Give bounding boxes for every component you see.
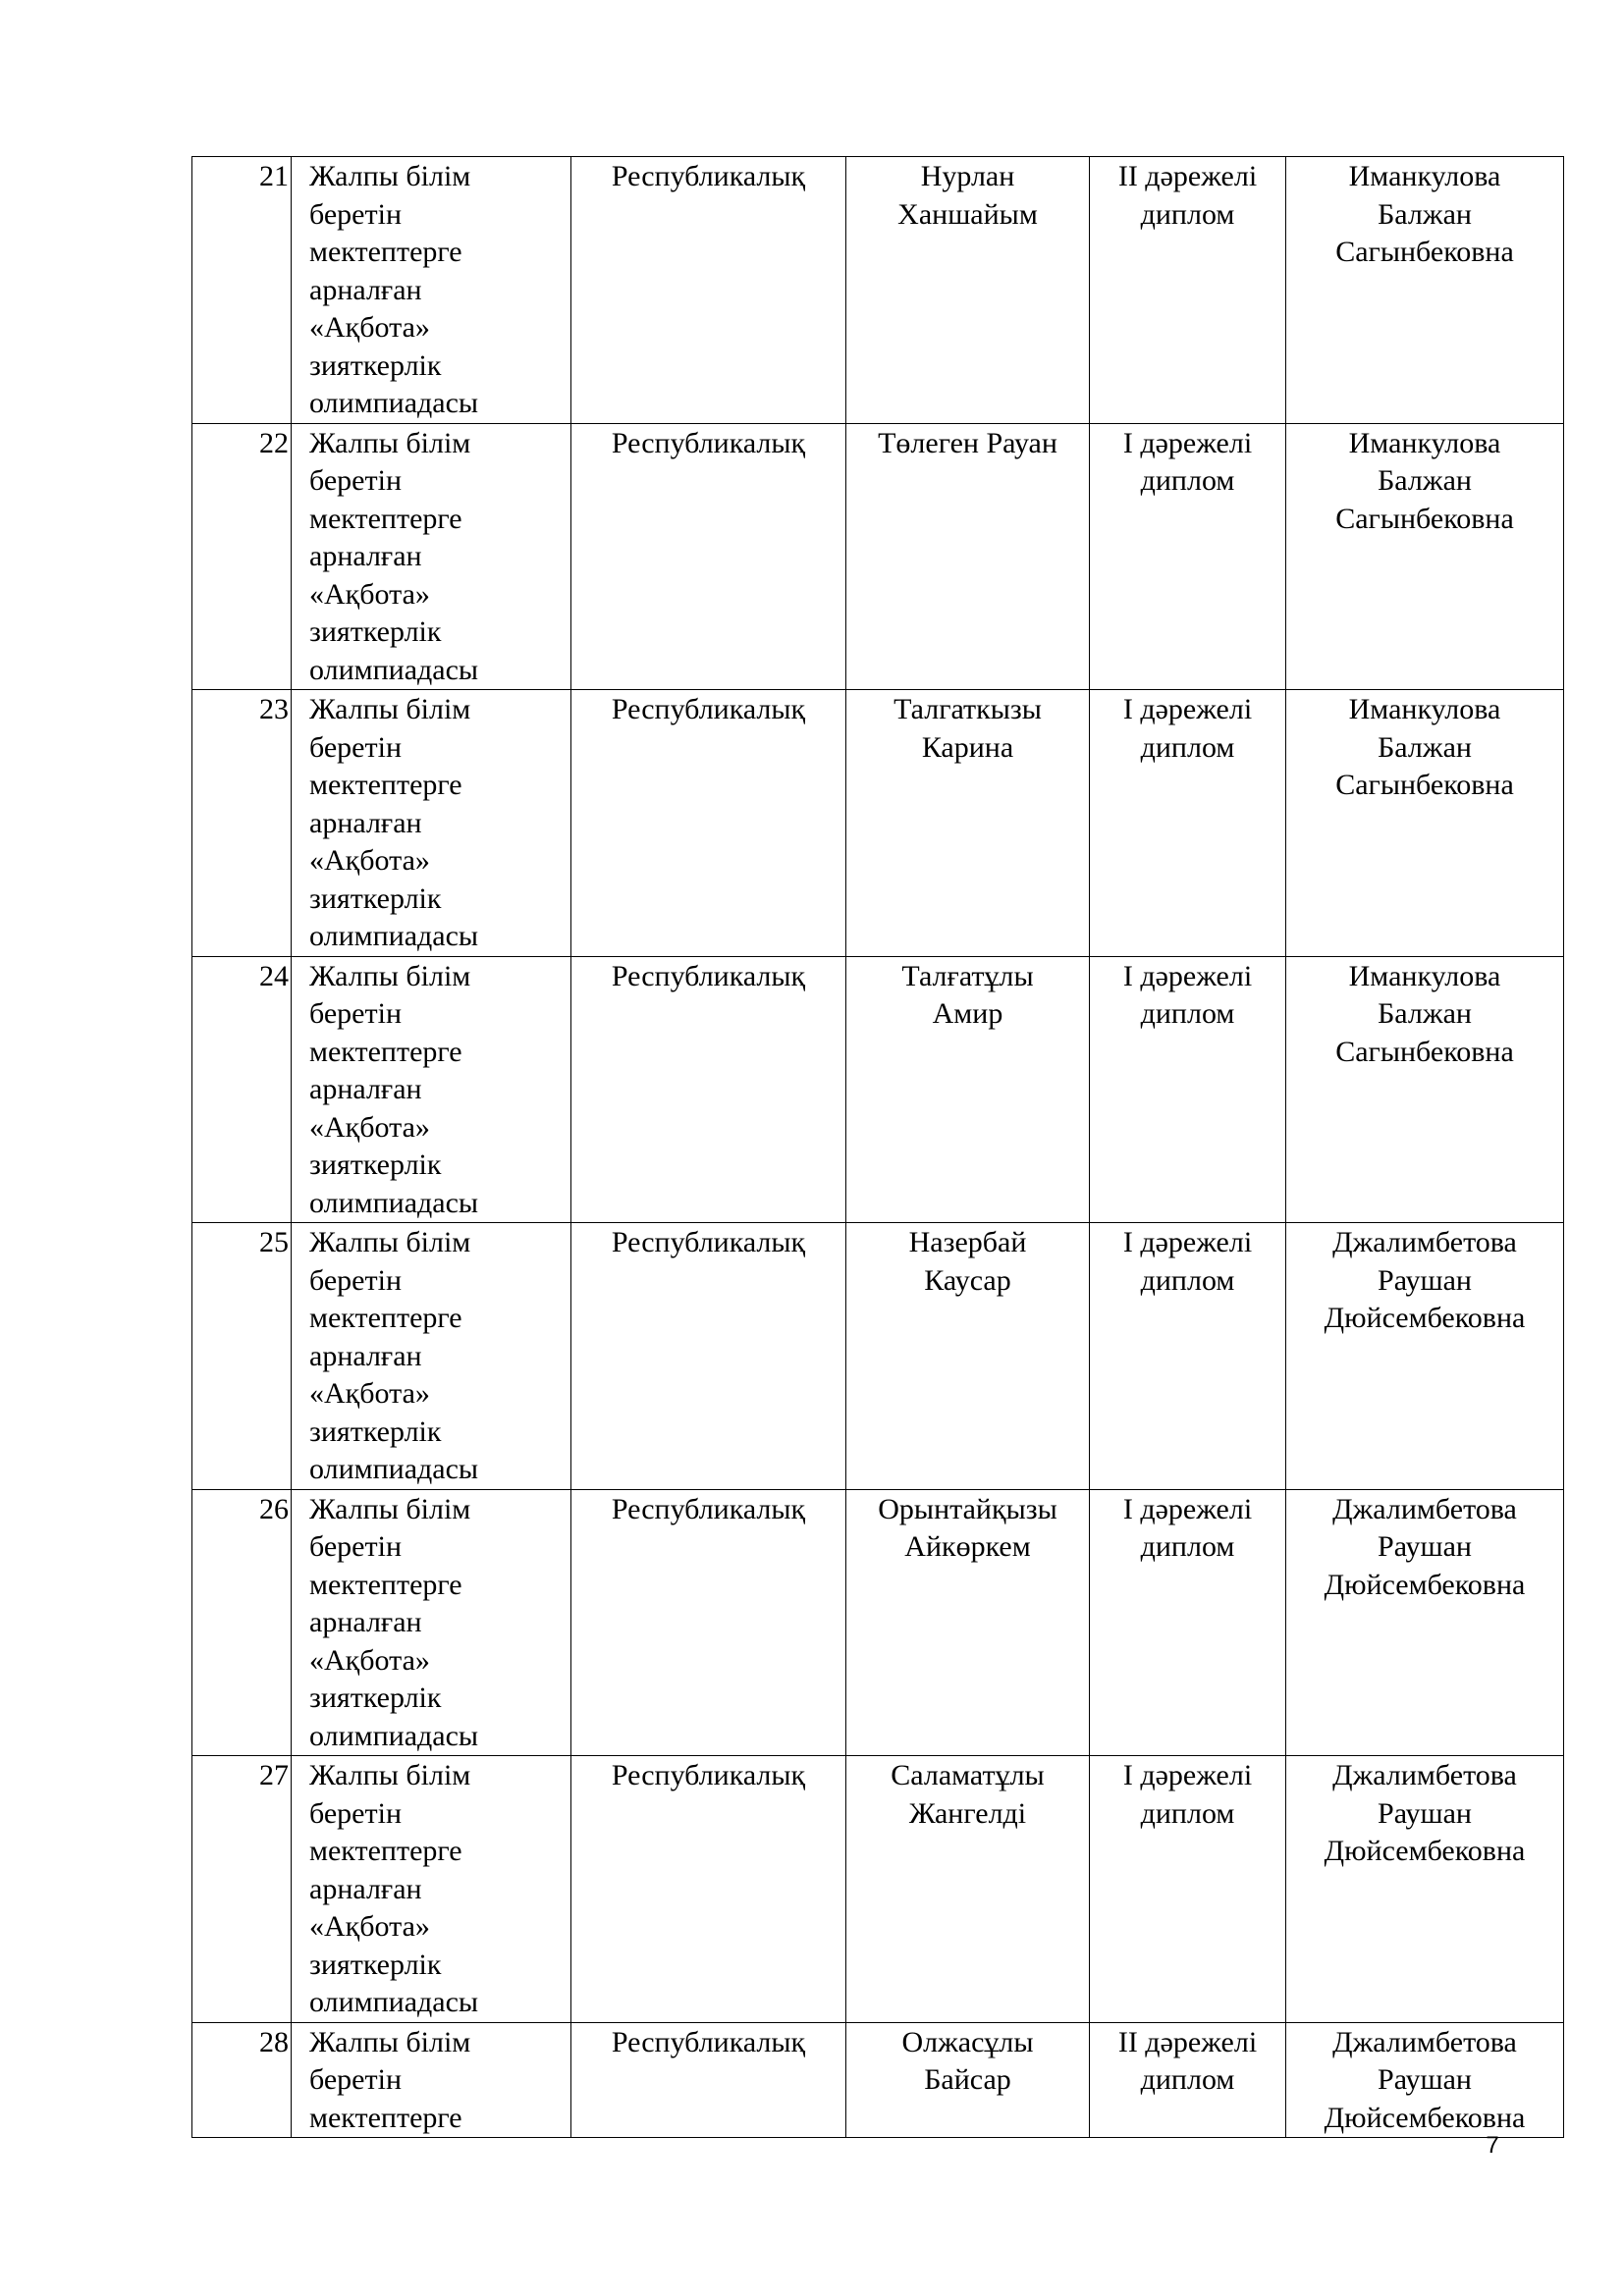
teacher-name-line: Раушан [1378, 2063, 1472, 2096]
event-name-line: арналған [309, 1073, 422, 1105]
teacher-name-cell [1286, 1489, 1564, 1756]
event-name-line: Жалпы білім [309, 959, 471, 992]
teacher-name-cell [1286, 690, 1564, 957]
event-name-line: мектептерге [309, 1035, 462, 1068]
event-name-line: «Ақбота» [309, 577, 430, 611]
event-name-line: мектептерге [309, 502, 462, 535]
event-name-line: Жалпы білім [309, 160, 471, 192]
event-name-line: Жалпы білім [309, 1759, 471, 1791]
event-name-line: олимпиадасы [309, 1186, 479, 1219]
event-name-line: мектептерге [309, 1302, 462, 1334]
teacher-name-line: Иманкулова [1348, 959, 1501, 992]
event-name-cell [292, 2022, 571, 2138]
event-name-line: Жалпы білім [309, 693, 471, 725]
student-name-line: Олжасұлы [901, 2025, 1034, 2058]
award-line: диплом [1140, 464, 1235, 497]
award-line: І дәрежелі [1122, 1226, 1253, 1258]
level-text: Республикалық [611, 1226, 806, 1258]
event-name-line: арналған [309, 540, 422, 572]
level-text: Республикалық [611, 959, 806, 992]
event-name-line: олимпиадасы [309, 1719, 479, 1752]
level-cell [571, 157, 846, 424]
event-name-cell [292, 423, 571, 690]
level-text: Республикалық [611, 160, 806, 192]
event-name-line: мектептерге [309, 236, 462, 268]
teacher-name-line: Джалимбетова [1332, 2025, 1517, 2058]
student-name-line: Саламатұлы [891, 1759, 1045, 1791]
event-name-cell [292, 956, 571, 1223]
teacher-name-cell [1286, 423, 1564, 690]
event-name-line: Жалпы білім [309, 426, 471, 459]
row-number-text: 24 [259, 959, 289, 992]
event-name-line: «Ақбота» [309, 1910, 430, 1943]
teacher-name-line: Дюйсембековна [1324, 2101, 1526, 2134]
award-line: диплом [1140, 997, 1235, 1030]
event-name-cell [292, 157, 571, 424]
student-name-line: Ханшайым [897, 197, 1038, 231]
level-text: Республикалық [611, 1492, 806, 1525]
level-text: Республикалық [611, 2025, 806, 2058]
award-line: диплом [1140, 197, 1235, 231]
table-row [192, 690, 1564, 957]
event-name-line: арналған [309, 273, 422, 306]
teacher-name-line: Балжан [1378, 197, 1472, 231]
student-name-cell [846, 2022, 1090, 2138]
event-name-line: зияткерлік [309, 881, 442, 915]
event-name-line: беретін [309, 464, 402, 497]
event-name-line: арналған [309, 1872, 422, 1905]
student-name-line: Талғатұлы [901, 959, 1034, 992]
teacher-name-line: Сагынбековна [1335, 502, 1514, 535]
award-line: диплом [1140, 1796, 1235, 1830]
event-name-line: беретін [309, 1796, 402, 1830]
row-number-text: 26 [259, 1492, 289, 1525]
student-name-line: Амир [932, 997, 1003, 1030]
student-name-line: Байсар [924, 2063, 1011, 2096]
row-number-cell [192, 1756, 292, 2023]
row-number-text: 23 [259, 693, 289, 725]
event-name-line: беретін [309, 730, 402, 764]
event-name-cell [292, 1489, 571, 1756]
event-name-line: Жалпы білім [309, 2025, 471, 2058]
award-line: диплом [1140, 1263, 1235, 1297]
event-name-line: беретін [309, 1263, 402, 1297]
event-name-line: беретін [309, 997, 402, 1030]
event-name-line: зияткерлік [309, 615, 442, 648]
table-body [192, 157, 1564, 2138]
event-name-line: зияткерлік [309, 1415, 442, 1448]
event-name-line: беретін [309, 2063, 402, 2096]
student-name-cell [846, 1756, 1090, 2023]
student-name-cell [846, 423, 1090, 690]
teacher-name-line: Раушан [1378, 1263, 1472, 1297]
table-row [192, 1756, 1564, 2023]
event-name-line: олимпиадасы [309, 1453, 479, 1485]
award-line: І дәрежелі [1122, 693, 1253, 725]
row-number-cell [192, 956, 292, 1223]
teacher-name-cell [1286, 1756, 1564, 2023]
student-name-line: Карина [921, 730, 1014, 764]
level-text: Республикалық [611, 1759, 806, 1791]
event-name-cell [292, 1223, 571, 1490]
award-line: диплом [1140, 730, 1235, 764]
award-cell [1090, 1223, 1286, 1490]
student-name-cell [846, 690, 1090, 957]
event-name-line: «Ақбота» [309, 311, 430, 344]
level-cell [571, 690, 846, 957]
event-name-line: мектептерге [309, 2101, 462, 2134]
event-name-line: зияткерлік [309, 1682, 442, 1714]
row-number-cell [192, 2022, 292, 2138]
event-name-line: зияткерлік [309, 1148, 442, 1181]
teacher-name-line: Балжан [1378, 464, 1472, 497]
table-row [192, 157, 1564, 424]
event-name-cell [292, 1756, 571, 2023]
teacher-name-line: Сагынбековна [1335, 1035, 1514, 1068]
event-name-line: олимпиадасы [309, 1986, 479, 2018]
row-number-cell [192, 1489, 292, 1756]
award-line: І дәрежелі [1122, 426, 1253, 459]
student-name-line: Орынтайқызы [878, 1492, 1057, 1525]
teacher-name-line: Раушан [1378, 1530, 1472, 1563]
teacher-name-cell [1286, 956, 1564, 1223]
student-name-line: Жангелді [908, 1796, 1027, 1830]
teacher-name-line: Раушан [1378, 1796, 1472, 1830]
student-name-cell [846, 956, 1090, 1223]
teacher-name-line: Джалимбетова [1332, 1226, 1517, 1258]
event-name-line: арналған [309, 806, 422, 839]
level-cell [571, 1489, 846, 1756]
award-line: ІІ дәрежелі [1117, 2025, 1258, 2058]
award-line: І дәрежелі [1122, 1492, 1253, 1525]
award-line: І дәрежелі [1122, 959, 1253, 992]
teacher-name-cell [1286, 157, 1564, 424]
award-cell [1090, 1489, 1286, 1756]
event-name-line: зияткерлік [309, 1948, 442, 1981]
event-name-line: мектептерге [309, 1835, 462, 1867]
level-text: Республикалық [611, 693, 806, 725]
teacher-name-line: Иманкулова [1348, 693, 1501, 725]
event-name-line: олимпиадасы [309, 920, 479, 952]
teacher-name-line: Сагынбековна [1335, 769, 1514, 801]
event-name-cell [292, 690, 571, 957]
award-cell [1090, 1756, 1286, 2023]
teacher-name-line: Балжан [1378, 997, 1472, 1030]
event-name-line: «Ақбота» [309, 844, 430, 877]
event-name-line: арналған [309, 1606, 422, 1638]
table-row [192, 423, 1564, 690]
teacher-name-cell [1286, 2022, 1564, 2138]
award-cell [1090, 2022, 1286, 2138]
student-name-line: Талгаткызы [893, 693, 1042, 725]
teacher-name-line: Сагынбековна [1335, 236, 1514, 268]
teacher-name-line: Джалимбетова [1332, 1492, 1517, 1525]
award-cell [1090, 423, 1286, 690]
student-name-line: Каусар [924, 1263, 1011, 1297]
event-name-line: олимпиадасы [309, 387, 479, 419]
teacher-name-line: Балжан [1378, 730, 1472, 764]
event-name-line: беретін [309, 1530, 402, 1563]
event-name-line: «Ақбота» [309, 1643, 430, 1677]
teacher-name-line: Иманкулова [1348, 426, 1501, 459]
student-name-line: Айкөркем [904, 1530, 1031, 1563]
award-table [191, 156, 1564, 2138]
teacher-name-line: Дюйсембековна [1324, 1835, 1526, 1867]
event-name-line: мектептерге [309, 1568, 462, 1601]
award-cell [1090, 956, 1286, 1223]
event-name-line: Жалпы білім [309, 1492, 471, 1525]
teacher-name-line: Дюйсембековна [1324, 1302, 1526, 1334]
event-name-line: «Ақбота» [309, 1110, 430, 1144]
level-cell [571, 1223, 846, 1490]
event-name-line: беретін [309, 197, 402, 231]
event-name-line: зияткерлік [309, 348, 442, 382]
award-cell [1090, 690, 1286, 957]
event-name-line: Жалпы білім [309, 1226, 471, 1258]
event-name-line: «Ақбота» [309, 1377, 430, 1410]
row-number-text: 28 [259, 2025, 289, 2058]
row-number-text: 27 [259, 1759, 289, 1791]
event-name-line: олимпиадасы [309, 653, 479, 686]
teacher-name-line: Дюйсембековна [1324, 1568, 1526, 1601]
award-line: диплом [1140, 1530, 1235, 1563]
level-text: Республикалық [611, 426, 806, 459]
table-row [192, 1489, 1564, 1756]
row-number-cell [192, 1223, 292, 1490]
teacher-name-line: Иманкулова [1348, 160, 1501, 192]
level-cell [571, 2022, 846, 2138]
student-name-cell [846, 1223, 1090, 1490]
award-line: ІІ дәрежелі [1117, 160, 1258, 192]
level-cell [571, 423, 846, 690]
student-name-line: Төлеген Рауан [878, 426, 1057, 459]
teacher-name-line: Джалимбетова [1332, 1759, 1517, 1791]
student-name-cell [846, 1489, 1090, 1756]
table-row [192, 1223, 1564, 1490]
student-name-line: Нурлан [920, 160, 1015, 192]
level-cell [571, 1756, 846, 2023]
award-line: диплом [1140, 2063, 1235, 2096]
student-name-line: Назербай [908, 1226, 1027, 1258]
row-number-text: 21 [259, 160, 289, 192]
event-name-line: мектептерге [309, 769, 462, 801]
award-cell [1090, 157, 1286, 424]
row-number-text: 22 [259, 426, 289, 459]
page-number: 7 [1486, 2132, 1499, 2159]
level-cell [571, 956, 846, 1223]
table-row [192, 956, 1564, 1223]
award-line: І дәрежелі [1122, 1759, 1253, 1791]
row-number-cell [192, 423, 292, 690]
row-number-text: 25 [259, 1226, 289, 1258]
student-name-cell [846, 157, 1090, 424]
event-name-line: арналған [309, 1339, 422, 1372]
row-number-cell [192, 157, 292, 424]
row-number-cell [192, 690, 292, 957]
table-row [192, 2022, 1564, 2138]
teacher-name-cell [1286, 1223, 1564, 1490]
